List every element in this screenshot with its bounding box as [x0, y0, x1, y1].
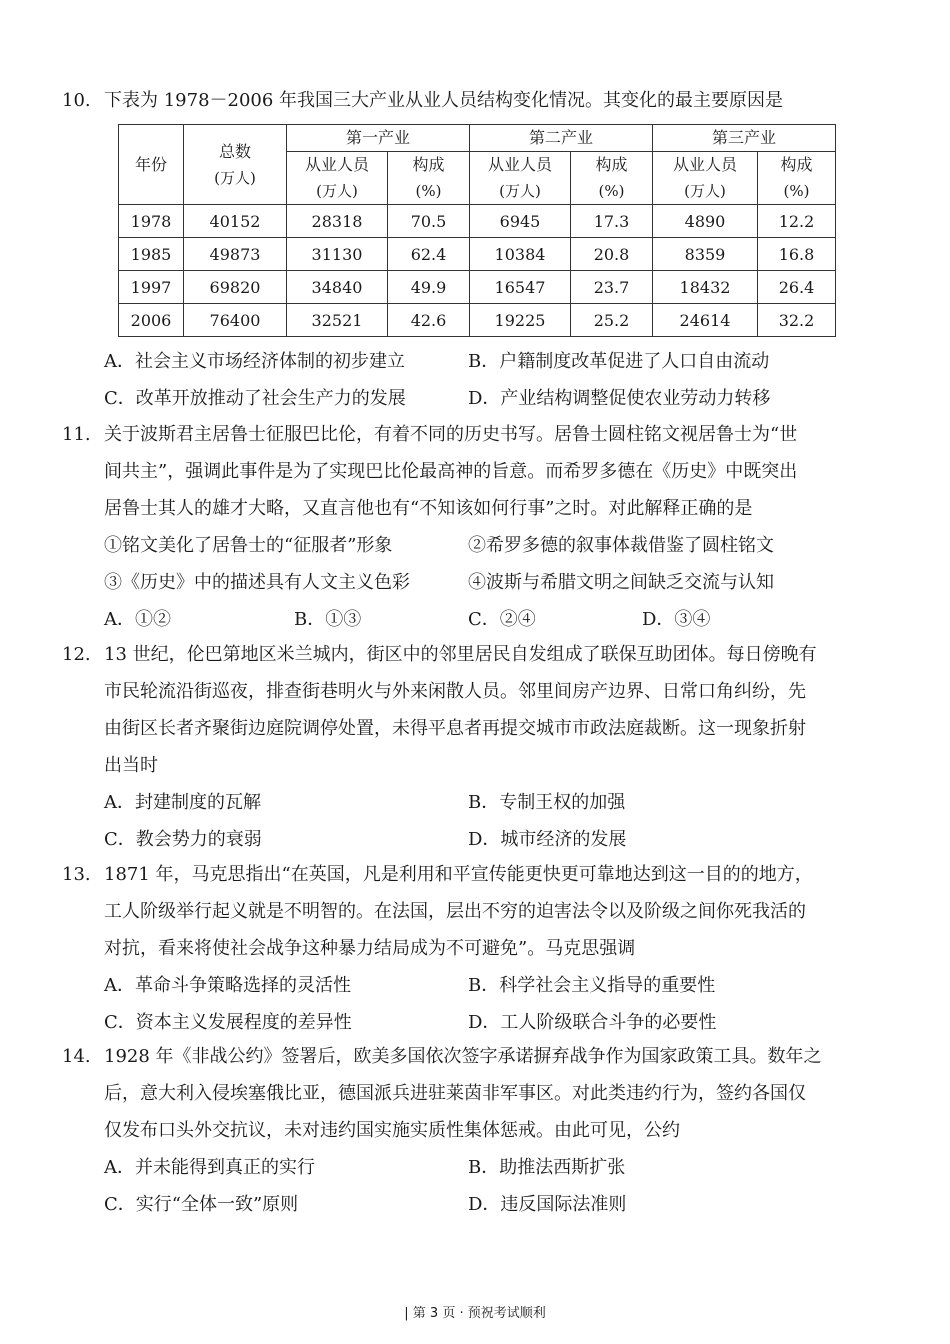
- header-tertiary: 第三产业: [653, 125, 836, 152]
- header-employees: 从业人员 (万人): [653, 152, 758, 205]
- header-composition: 构成 (%): [571, 152, 653, 205]
- header-composition: 构成 (%): [388, 152, 470, 205]
- table-row: 1985 49873 31130 62.4 10384 20.8 8359 16.8: [119, 238, 836, 271]
- table-row: 1978 40152 28318 70.5 6945 17.3 4890 12.2: [119, 205, 836, 238]
- header-employees: 从业人员 (万人): [287, 152, 388, 205]
- question-number: 14.: [62, 1046, 91, 1067]
- header-primary: 第一产业: [287, 125, 470, 152]
- table-row: 2006 76400 32521 42.6 19225 25.2 24614 32.2: [119, 304, 836, 337]
- option-c[interactable]: C．资本主义发展程度的差异性: [104, 1012, 352, 1033]
- option-d[interactable]: D．③④: [642, 609, 711, 630]
- question-number: 11.: [62, 424, 91, 445]
- statement-4: ④波斯与希腊文明之间缺乏交流与认知: [468, 572, 774, 593]
- question-10: [62, 82, 842, 119]
- question-14: 14. 1928 年《非战公约》签署后，欧美多国依次签字承诺摒弃战争作为国家政策工具。数年之 后，意大利入侵埃塞俄比亚，德国派兵进驻莱茵非军事区。对此类违约行为，签约各国仅 仅发布口头外交抗议，未对违约国实施实质性集体惩戒。由此可见，公约 A．并未能得到真正的实行 B．助推法西斯扩张 C．实行“全体一致”原则 D．违反国际法准则: [62, 1038, 842, 1223]
- option-a[interactable]: A．①②: [104, 609, 171, 630]
- option-d[interactable]: D．工人阶级联合斗争的必要性: [468, 1012, 717, 1033]
- option-c[interactable]: C．教会势力的衰弱: [104, 829, 262, 850]
- question-number: 12.: [62, 644, 91, 665]
- question-11: 11. 关于波斯君主居鲁士征服巴比伦，有着不同的历史书写。居鲁士圆柱铭文视居鲁士为“世 间共主”，强调此事件是为了实现巴比伦最高神的旨意。而希罗多德在《历史》中既突出 居鲁士其人的雄才大略，又直言他也有“不知该如何行事”之时。对此解释正确的是 ①铭文美化了居鲁士的“征服者”形象 ②希罗多德的叙事体裁借鉴了圆柱铭文 ③《历史》中的描述具有人文主义色彩 ④波斯与希腊文明之间缺乏交流与认知 A．①② B．①③ C．②④ D．③④: [62, 416, 842, 638]
- option-b[interactable]: B．户籍制度改革促进了人口自由流动: [468, 351, 770, 372]
- option-a[interactable]: A．社会主义市场经济体制的初步建立: [104, 351, 405, 372]
- header-composition: 构成 (%): [758, 152, 836, 205]
- header-year: 年份: [119, 125, 184, 205]
- option-a[interactable]: A．并未能得到真正的实行: [104, 1157, 315, 1178]
- option-a[interactable]: A．革命斗争策略选择的灵活性: [104, 975, 351, 996]
- option-d[interactable]: D．产业结构调整促使农业劳动力转移: [468, 388, 771, 409]
- table-row: 1997 69820 34840 49.9 16547 23.7 18432 26.4: [119, 271, 836, 304]
- question-stem: 下表为 1978－2006 年我国三大产业从业人员结构变化情况。其变化的最主要原因是: [104, 90, 784, 111]
- header-secondary: 第二产业: [470, 125, 653, 152]
- option-b[interactable]: B．助推法西斯扩张: [468, 1157, 626, 1178]
- header-total: 总数 (万人): [184, 125, 287, 205]
- question-number: 13.: [62, 864, 91, 885]
- question-13: 13. 1871 年，马克思指出“在英国，凡是利用和平宣传能更快更可靠地达到这一目的的地方， 工人阶级举行起义就是不明智的。在法国，层出不穷的迫害法令以及阶级之间你死我活的 对抗，看来将使社会战争这种暴力结局成为不可避免”。马克思强调 A．革命斗争策略选择的灵活性 B．科学社会主义指导的重要性 C．资本主义发展程度的差异性 D．工人阶级联合斗争的必要性: [62, 856, 842, 1041]
- option-c[interactable]: C．②④: [468, 609, 536, 630]
- option-b[interactable]: B．专制王权的加强: [468, 792, 626, 813]
- option-d[interactable]: D．城市经济的发展: [468, 829, 627, 850]
- page-footer: | 第 3 页 · 预祝考试顺利: [404, 1306, 546, 1321]
- header-employees: 从业人员 (万人): [470, 152, 571, 205]
- option-a[interactable]: A．封建制度的瓦解: [104, 792, 261, 813]
- option-d[interactable]: D．违反国际法准则: [468, 1194, 627, 1215]
- statement-1: ①铭文美化了居鲁士的“征服者”形象: [104, 535, 393, 556]
- option-b[interactable]: B．科学社会主义指导的重要性: [468, 975, 716, 996]
- question-number: 10.: [62, 90, 91, 111]
- statement-3: ③《历史》中的描述具有人文主义色彩: [104, 572, 410, 593]
- option-c[interactable]: C．改革开放推动了社会生产力的发展: [104, 388, 406, 409]
- option-b[interactable]: B．①③: [294, 609, 362, 630]
- employment-table: [118, 124, 836, 337]
- question-12: 12. 13 世纪，伦巴第地区米兰城内，街区中的邻里居民自发组成了联保互助团体。每日傍晚有 市民轮流沿街巡夜，排查街巷明火与外来闲散人员。邻里间房产边界、日常口角纠纷，先 由街区长者齐聚街边庭院调停处置，未得平息者再提交城市市政法庭裁断。这一现象折射 出当时 A．封建制度的瓦解 B．专制王权的加强 C．教会势力的衰弱 D．城市经济的发展: [62, 636, 842, 858]
- option-c[interactable]: C．实行“全体一致”原则: [104, 1194, 299, 1215]
- question-10-options: [62, 343, 842, 417]
- statement-2: ②希罗多德的叙事体裁借鉴了圆柱铭文: [468, 535, 774, 556]
